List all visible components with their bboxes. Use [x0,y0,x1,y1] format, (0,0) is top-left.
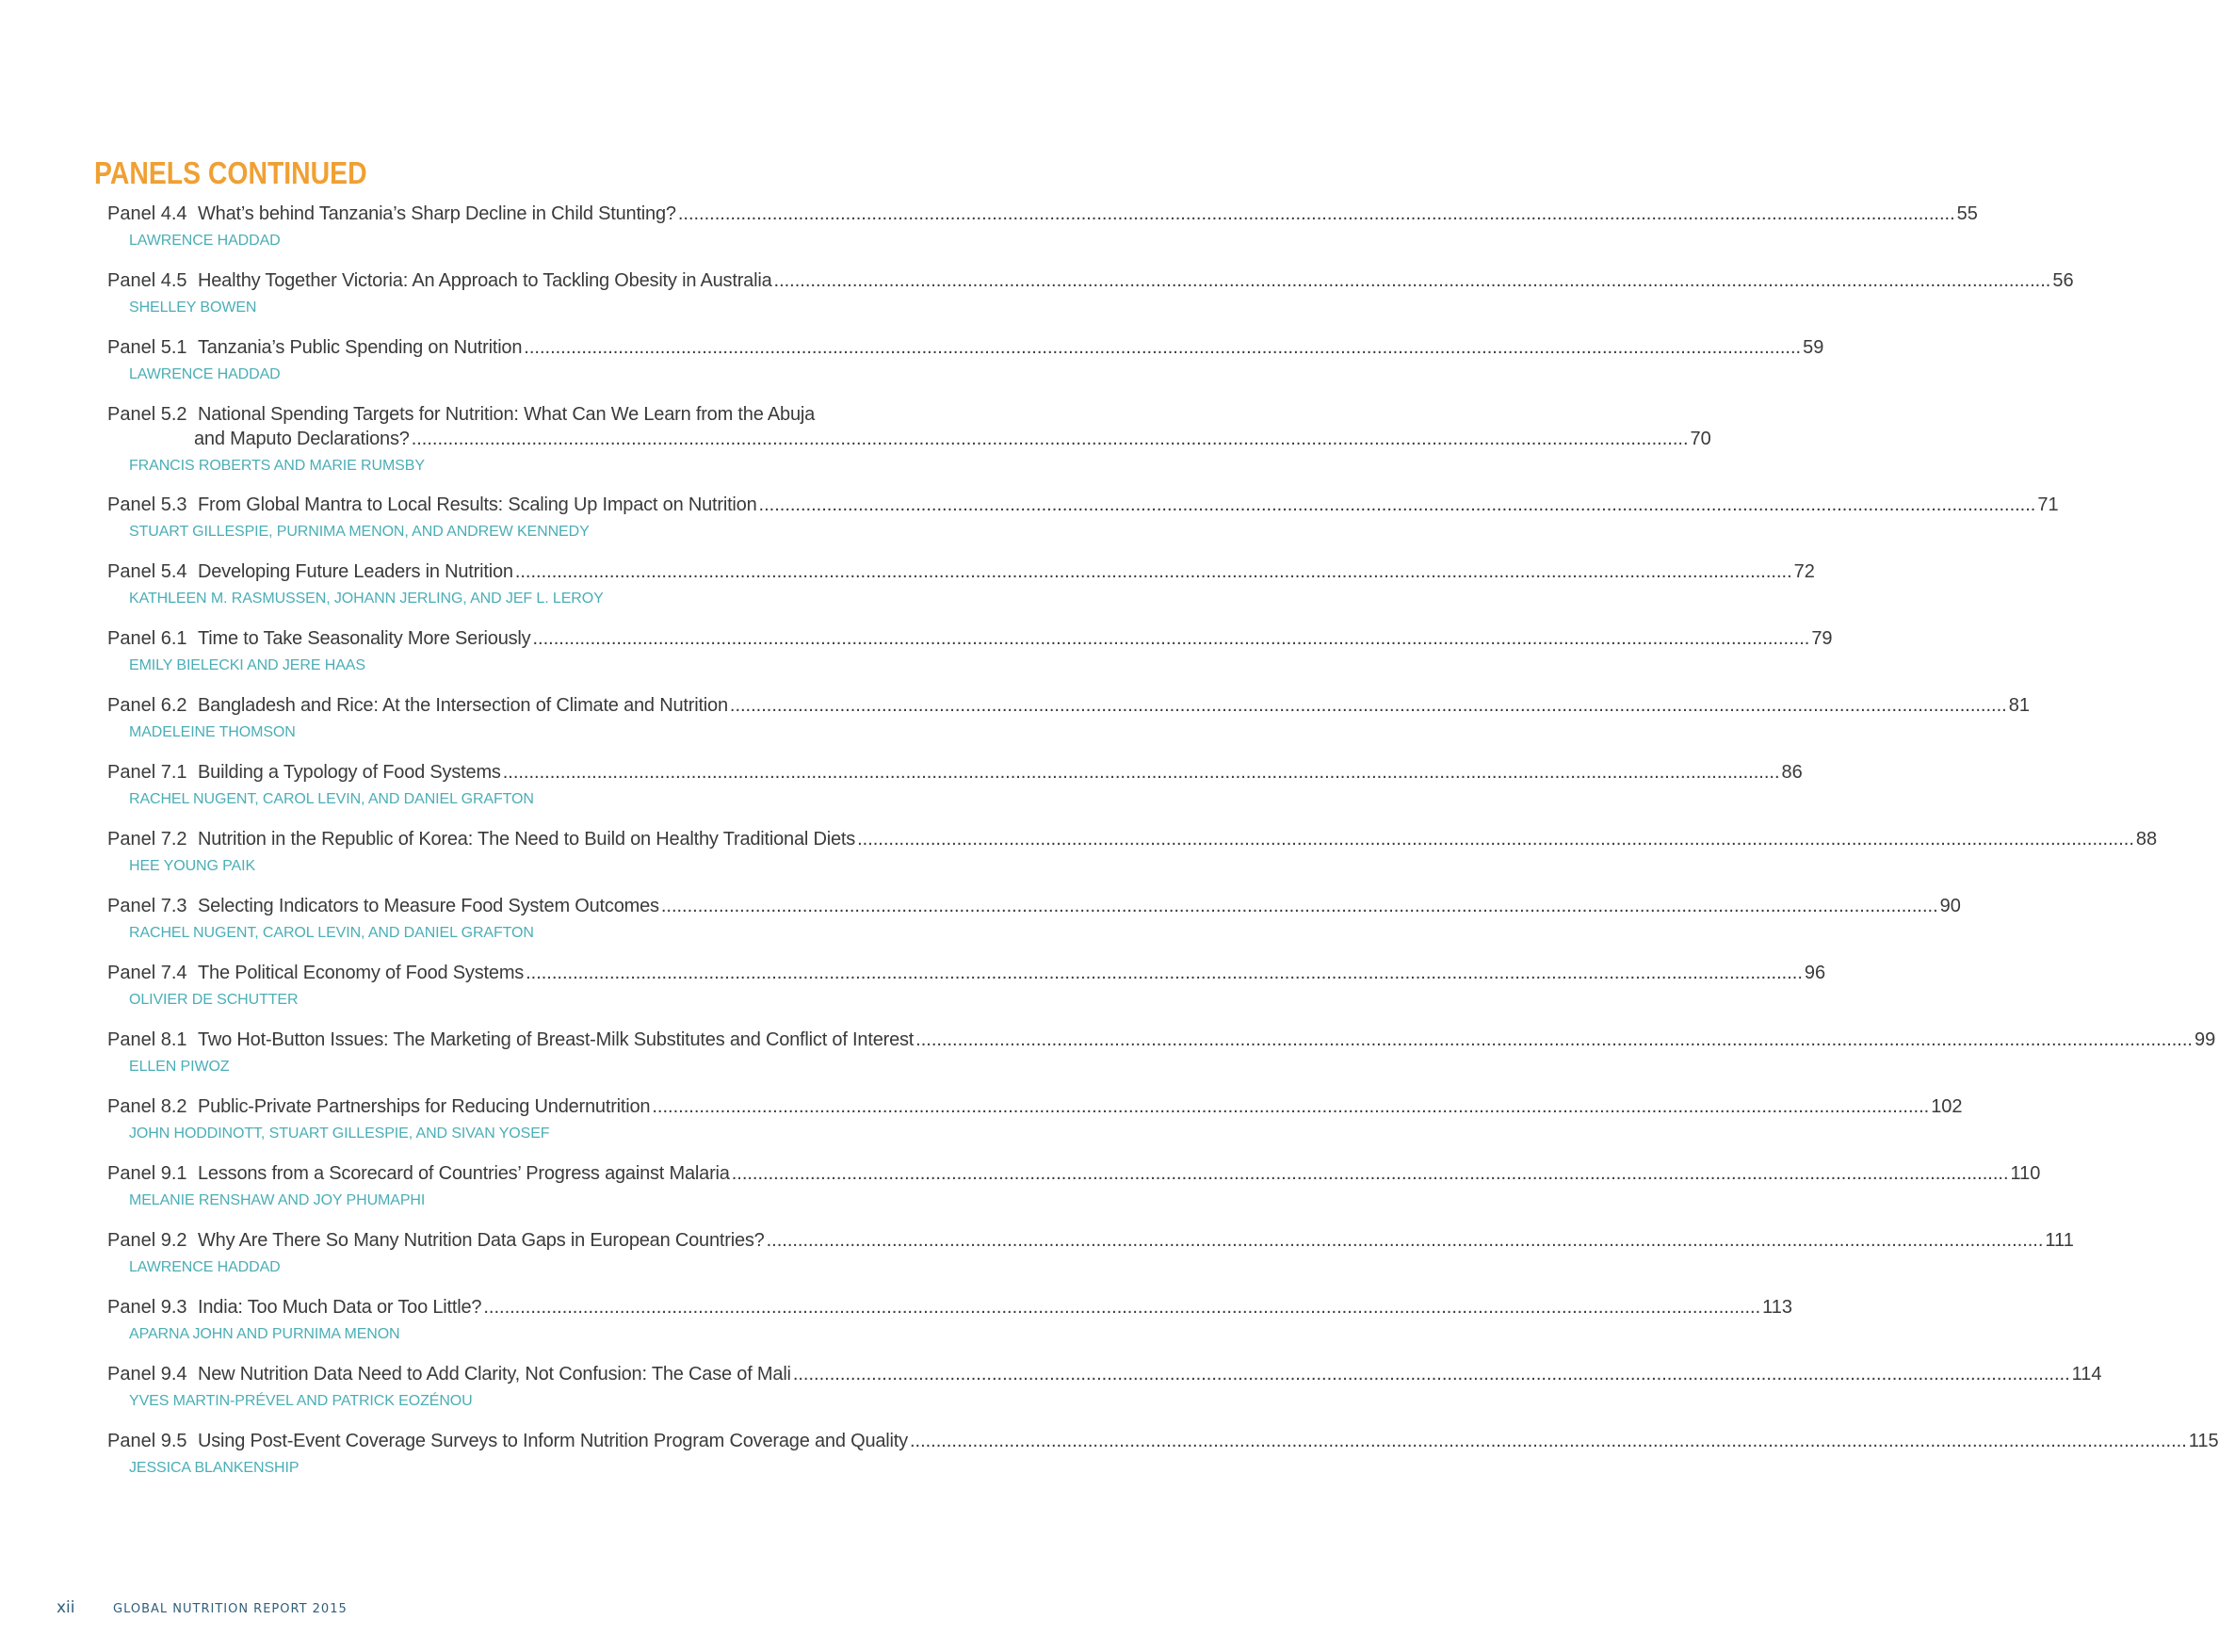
toc-entry[interactable] [107,1228,2074,1295]
dot-leader [532,626,1809,651]
toc-entry[interactable] [107,1028,2216,1094]
dot-leader [915,1028,2193,1052]
toc-entry[interactable] [107,1295,1793,1362]
toc-entry[interactable] [107,760,1803,827]
panel-title: Tanzania’s Public Spending on Nutrition [198,337,523,358]
panel-number: Panel 9.2 [107,1230,187,1251]
toc-entry-line [107,1028,2216,1052]
panel-authors: KATHLEEN M. RASMUSSEN, JOHANN JERLING, AND JEF L. LEROY [129,591,604,607]
toc-entry[interactable] [107,202,1978,268]
dot-leader [732,1161,2009,1186]
panel-number: Panel 9.1 [107,1163,187,1184]
toc-entry-line [107,760,1803,785]
toc-entry-line [107,335,1824,360]
panel-number: Panel 6.2 [107,695,187,716]
toc-entry[interactable] [107,827,2158,894]
toc-entry-line [107,268,2074,293]
toc-entry-line [107,961,1826,985]
panel-number: Panel 7.4 [107,963,187,983]
toc-entry[interactable] [107,894,1961,961]
page-reference: 79 [1811,628,1833,649]
panel-title: The Political Economy of Food Systems [198,963,525,983]
panel-authors: MADELEINE THOMSON [129,724,296,740]
panel-number: Panel 5.3 [107,494,187,515]
page-number: xii [57,1598,75,1617]
page-reference: 88 [2135,829,2158,850]
panel-authors: JESSICA BLANKENSHIP [129,1460,300,1476]
panel-number: Panel 7.2 [107,829,187,850]
toc-entry[interactable] [107,402,1711,493]
panel-title: Two Hot-Button Issues: The Marketing of Breast-Milk Substitutes and Conflict of Interest [198,1029,915,1050]
page-reference: 71 [2037,494,2059,515]
page-reference: 99 [2194,1029,2216,1050]
panel-number: Panel 7.1 [107,762,187,783]
page-reference: 59 [1803,337,1824,358]
panel-title: What’s behind Tanzania’s Sharp Decline in Child Stunting? [198,203,676,224]
panel-number: Panel 9.3 [107,1297,187,1318]
dot-leader [759,493,2036,517]
toc-entry[interactable] [107,1094,1963,1161]
panel-title: Developing Future Leaders in Nutrition [198,561,513,582]
panel-title: Time to Take Seasonality More Seriously [198,628,531,649]
dot-leader [412,427,1689,451]
panels-list [107,202,2219,1496]
dot-leader [652,1094,1929,1119]
panel-authors: JOHN HODDINOTT, STUART GILLESPIE, AND SIVAN YOSEF [129,1126,550,1142]
panel-authors: SHELLEY BOWEN [129,300,257,316]
toc-entry-line [107,202,1978,226]
panel-number: Panel 5.1 [107,337,187,358]
dot-leader [857,827,2134,851]
toc-entry[interactable] [107,626,1833,693]
page-reference: 113 [1762,1297,1793,1318]
panel-number: Panel 6.1 [107,628,187,649]
panel-authors: LAWRENCE HADDAD [129,1259,281,1275]
page-reference: 115 [2188,1431,2219,1451]
page-reference: 96 [1804,963,1826,983]
panel-authors: APARNA JOHN AND PURNIMA MENON [129,1326,400,1342]
dot-leader [678,202,1955,226]
dot-leader [524,335,1801,360]
page-reference: 111 [2045,1230,2074,1251]
panel-title: India: Too Much Data or Too Little? [198,1297,482,1318]
toc-entry[interactable] [107,1429,2219,1496]
section-heading: PANELS CONTINUED [94,155,367,190]
page-reference: 56 [2052,270,2074,291]
toc-entry-line [107,1429,2219,1453]
panel-authors: FRANCIS ROBERTS AND MARIE RUMSBY [129,458,425,474]
panel-title-continued: and Maputo Declarations? [194,429,410,449]
toc-entry[interactable] [107,493,2059,559]
panel-authors: HEE YOUNG PAIK [129,858,256,874]
toc-entry-line [107,427,1711,451]
panel-title: New Nutrition Data Need to Add Clarity, Not Confusion: The Case of Mali [198,1364,791,1385]
panel-authors: LAWRENCE HADDAD [129,366,281,382]
panel-title: Why Are There So Many Nutrition Data Gaps in European Countries? [198,1230,765,1251]
dot-leader [910,1429,2187,1453]
dot-leader [483,1295,1760,1320]
panel-number: Panel 8.2 [107,1096,187,1117]
panel-title: Bangladesh and Rice: At the Intersection of Climate and Nutrition [198,695,728,716]
toc-entry[interactable] [107,268,2074,335]
toc-entry[interactable] [107,559,1815,626]
dot-leader [774,268,2051,293]
panel-title: Building a Typology of Food Systems [198,762,501,783]
page-reference: 55 [1956,203,1978,224]
page-reference: 70 [1690,429,1711,449]
panel-title: Public-Private Partnerships for Reducing Undernutrition [198,1096,651,1117]
dot-leader [661,894,1938,918]
page-footer [57,1598,348,1617]
page-reference: 110 [2010,1163,2041,1184]
panel-title: Nutrition in the Republic of Korea: The Need to Build on Healthy Traditional Diets [198,829,856,850]
toc-entry-line [107,1362,2102,1386]
panel-authors: OLIVIER DE SCHUTTER [129,992,299,1008]
toc-entry-line [107,1161,2041,1186]
panel-number: Panel 9.4 [107,1364,187,1385]
toc-entry[interactable] [107,335,1824,402]
panel-authors: STUART GILLESPIE, PURNIMA MENON, AND ANDREW KENNEDY [129,524,590,540]
panel-title: National Spending Targets for Nutrition: What Can We Learn from the Abuja [198,404,816,425]
panel-authors: LAWRENCE HADDAD [129,233,281,249]
toc-entry-line [107,559,1815,584]
panel-number: Panel 7.3 [107,896,187,916]
toc-entry[interactable] [107,693,2030,760]
panel-authors: YVES MARTIN-PRÉVEL AND PATRICK EOZÉNOU [129,1393,473,1409]
panel-title: Lessons from a Scorecard of Countries’ Progress against Malaria [198,1163,730,1184]
page-reference: 114 [2071,1364,2102,1385]
dot-leader [767,1228,2044,1253]
toc-entry[interactable] [107,1161,2041,1228]
toc-entry-line [107,402,946,427]
panel-title: From Global Mantra to Local Results: Scaling Up Impact on Nutrition [198,494,757,515]
panel-authors: EMILY BIELECKI AND JERE HAAS [129,657,365,673]
panel-number: Panel 4.4 [107,203,187,224]
panel-authors: ELLEN PIWOZ [129,1059,230,1075]
panel-number: Panel 5.2 [107,404,187,425]
panel-title: Using Post-Event Coverage Surveys to Inform Nutrition Program Coverage and Quality [198,1431,908,1451]
toc-entry-line [107,827,2158,851]
panel-number: Panel 4.5 [107,270,187,291]
panel-authors: MELANIE RENSHAW AND JOY PHUMAPHI [129,1192,426,1208]
toc-entry[interactable] [107,961,1826,1028]
page-reference: 86 [1781,762,1803,783]
toc-entry[interactable] [107,1362,2102,1429]
dot-leader [515,559,1792,584]
toc-entry-line [107,493,2059,517]
panel-number: Panel 5.4 [107,561,187,582]
toc-entry-line [107,693,2030,718]
panel-number: Panel 8.1 [107,1029,187,1050]
page-reference: 102 [1931,1096,1963,1117]
panel-number: Panel 9.5 [107,1431,187,1451]
toc-entry-line [107,894,1961,918]
panel-title: Selecting Indicators to Measure Food System Outcomes [198,896,659,916]
dot-leader [503,760,1780,785]
panel-authors: RACHEL NUGENT, CAROL LEVIN, AND DANIEL GRAFTON [129,925,534,941]
panel-authors: RACHEL NUGENT, CAROL LEVIN, AND DANIEL GRAFTON [129,791,534,807]
page-reference: 72 [1793,561,1815,582]
panel-title: Healthy Together Victoria: An Approach to Tackling Obesity in Australia [198,270,772,291]
toc-entry-line [107,626,1833,651]
toc-entry-line [107,1295,1793,1320]
page-reference: 90 [1939,896,1961,916]
dot-leader [793,1362,2070,1386]
dot-leader [730,693,2007,718]
page-reference: 81 [2008,695,2030,716]
dot-leader [526,961,1803,985]
toc-entry-line [107,1094,1963,1119]
toc-entry-line [107,1228,2074,1253]
report-title: GLOBAL NUTRITION REPORT 2015 [113,1602,348,1616]
